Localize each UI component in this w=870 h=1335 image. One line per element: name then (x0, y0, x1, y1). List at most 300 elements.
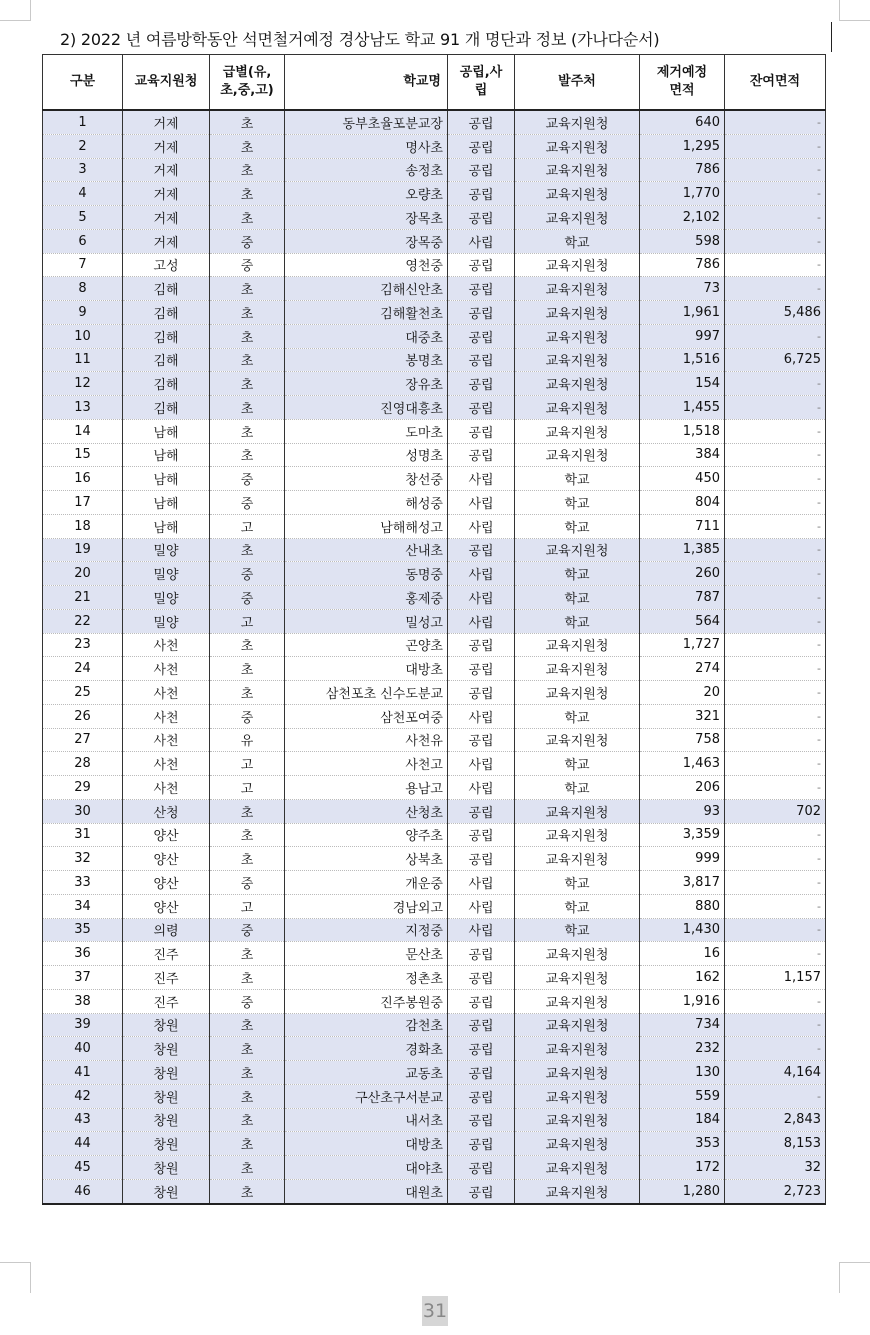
table-row (43, 609, 826, 633)
table-row (43, 419, 826, 443)
removal-area-cell: 1,463 (640, 752, 725, 776)
level-cell: 고 (210, 894, 285, 918)
type-cell: 공립 (448, 1061, 515, 1085)
client-cell: 교육지원청 (515, 681, 640, 705)
level-cell: 초 (210, 538, 285, 562)
row-number: 5 (43, 206, 123, 230)
removal-area-cell: 450 (640, 467, 725, 491)
removal-area-cell: 880 (640, 894, 725, 918)
row-number: 28 (43, 752, 123, 776)
client-cell: 학교 (515, 586, 640, 610)
removal-area-cell: 1,916 (640, 989, 725, 1013)
remaining-area-cell: - (725, 1084, 826, 1108)
remaining-area-cell: - (725, 609, 826, 633)
school-list-table (42, 54, 826, 1205)
row-number: 24 (43, 657, 123, 681)
remaining-area-cell: - (725, 586, 826, 610)
remaining-area-cell: - (725, 847, 826, 871)
row-number: 36 (43, 942, 123, 966)
type-cell: 사립 (448, 562, 515, 586)
school-name-cell: 김해활천초 (285, 301, 448, 325)
type-cell: 공립 (448, 1132, 515, 1156)
office-cell: 산청 (123, 799, 210, 823)
school-name-cell: 용남고 (285, 776, 448, 800)
client-cell: 교육지원청 (515, 1179, 640, 1203)
row-number: 16 (43, 467, 123, 491)
remaining-area-cell: - (725, 1013, 826, 1037)
row-number: 39 (43, 1013, 123, 1037)
row-number: 4 (43, 182, 123, 206)
row-number: 30 (43, 799, 123, 823)
table-header-row (43, 55, 826, 111)
office-cell: 남해 (123, 491, 210, 515)
type-cell: 공립 (448, 657, 515, 681)
type-cell: 공립 (448, 277, 515, 301)
level-cell: 초 (210, 1013, 285, 1037)
table-row (43, 443, 826, 467)
office-cell: 창원 (123, 1037, 210, 1061)
table-row (43, 704, 826, 728)
removal-area-cell: 260 (640, 562, 725, 586)
client-cell: 교육지원청 (515, 158, 640, 182)
table-row (43, 110, 826, 134)
type-cell: 공립 (448, 728, 515, 752)
remaining-area-cell: - (725, 277, 826, 301)
type-cell: 공립 (448, 1179, 515, 1203)
remaining-area-cell: - (725, 681, 826, 705)
remaining-area-cell: - (725, 776, 826, 800)
remaining-area-cell: - (725, 633, 826, 657)
table-row (43, 1013, 826, 1037)
type-cell: 공립 (448, 419, 515, 443)
remaining-area-cell: 8,153 (725, 1132, 826, 1156)
level-cell: 중 (210, 704, 285, 728)
office-cell: 고성 (123, 253, 210, 277)
remaining-area-cell: - (725, 1037, 826, 1061)
client-cell: 교육지원청 (515, 348, 640, 372)
school-name-cell: 내서초 (285, 1108, 448, 1132)
removal-area-cell: 1,961 (640, 301, 725, 325)
level-cell: 초 (210, 324, 285, 348)
remaining-area-cell: - (725, 158, 826, 182)
level-cell: 초 (210, 681, 285, 705)
type-cell: 공립 (448, 942, 515, 966)
level-cell: 초 (210, 1084, 285, 1108)
removal-area-cell: 274 (640, 657, 725, 681)
client-cell: 교육지원청 (515, 443, 640, 467)
office-cell: 남해 (123, 514, 210, 538)
row-number: 45 (43, 1156, 123, 1180)
crop-mark-bottom-left (0, 1262, 31, 1293)
table-row (43, 372, 826, 396)
remaining-area-cell: - (725, 704, 826, 728)
remaining-area-cell: - (725, 989, 826, 1013)
type-cell: 공립 (448, 966, 515, 990)
client-cell: 교육지원청 (515, 134, 640, 158)
removal-area-cell: 172 (640, 1156, 725, 1180)
removal-area-cell: 20 (640, 681, 725, 705)
removal-area-cell: 559 (640, 1084, 725, 1108)
level-cell: 중 (210, 989, 285, 1013)
school-name-cell: 영천중 (285, 253, 448, 277)
school-name-cell: 송정초 (285, 158, 448, 182)
removal-area-cell: 1,295 (640, 134, 725, 158)
client-cell: 학교 (515, 514, 640, 538)
removal-area-cell: 734 (640, 1013, 725, 1037)
level-cell: 초 (210, 182, 285, 206)
school-name-cell: 대야초 (285, 1156, 448, 1180)
school-name-cell: 오량초 (285, 182, 448, 206)
type-cell: 공립 (448, 538, 515, 562)
school-name-cell: 경남외고 (285, 894, 448, 918)
office-cell: 거제 (123, 206, 210, 230)
level-cell: 고 (210, 752, 285, 776)
office-cell: 거제 (123, 229, 210, 253)
table-row (43, 752, 826, 776)
office-cell: 양산 (123, 823, 210, 847)
office-cell: 창원 (123, 1013, 210, 1037)
type-cell: 공립 (448, 206, 515, 230)
level-cell: 초 (210, 206, 285, 230)
school-name-cell: 도마초 (285, 419, 448, 443)
row-number: 26 (43, 704, 123, 728)
school-name-cell: 대방초 (285, 657, 448, 681)
school-name-cell: 홍제중 (285, 586, 448, 610)
table-row (43, 728, 826, 752)
removal-area-cell: 2,102 (640, 206, 725, 230)
table-row (43, 776, 826, 800)
school-name-cell: 해성중 (285, 491, 448, 515)
level-cell: 초 (210, 823, 285, 847)
row-number: 41 (43, 1061, 123, 1085)
client-cell: 학교 (515, 491, 640, 515)
header-cell: 제거예정 면적 (640, 55, 725, 111)
remaining-area-cell: - (725, 324, 826, 348)
type-cell: 사립 (448, 491, 515, 515)
level-cell: 초 (210, 1156, 285, 1180)
type-cell: 공립 (448, 158, 515, 182)
office-cell: 거제 (123, 182, 210, 206)
office-cell: 남해 (123, 443, 210, 467)
row-number: 32 (43, 847, 123, 871)
client-cell: 교육지원청 (515, 110, 640, 134)
row-number: 27 (43, 728, 123, 752)
level-cell: 초 (210, 966, 285, 990)
level-cell: 초 (210, 110, 285, 134)
school-name-cell: 진주봉원중 (285, 989, 448, 1013)
table-row (43, 206, 826, 230)
removal-area-cell: 1,455 (640, 396, 725, 420)
table-row (43, 396, 826, 420)
table-row (43, 586, 826, 610)
office-cell: 밀양 (123, 586, 210, 610)
school-name-cell: 대중초 (285, 324, 448, 348)
remaining-area-cell: - (725, 728, 826, 752)
remaining-area-cell: - (725, 206, 826, 230)
table-row (43, 514, 826, 538)
table-row (43, 657, 826, 681)
remaining-area-cell: - (725, 918, 826, 942)
type-cell: 공립 (448, 847, 515, 871)
office-cell: 창원 (123, 1108, 210, 1132)
table-row (43, 253, 826, 277)
office-cell: 진주 (123, 966, 210, 990)
removal-area-cell: 804 (640, 491, 725, 515)
school-name-cell: 동부초율포분교장 (285, 110, 448, 134)
level-cell: 초 (210, 1037, 285, 1061)
level-cell: 초 (210, 1179, 285, 1203)
row-number: 19 (43, 538, 123, 562)
level-cell: 초 (210, 942, 285, 966)
table-row (43, 1132, 826, 1156)
row-number: 21 (43, 586, 123, 610)
type-cell: 사립 (448, 752, 515, 776)
school-name-cell: 감천초 (285, 1013, 448, 1037)
remaining-area-cell: 1,157 (725, 966, 826, 990)
removal-area-cell: 1,770 (640, 182, 725, 206)
client-cell: 학교 (515, 704, 640, 728)
type-cell: 공립 (448, 348, 515, 372)
client-cell: 교육지원청 (515, 966, 640, 990)
client-cell: 학교 (515, 609, 640, 633)
removal-area-cell: 786 (640, 158, 725, 182)
school-name-cell: 대방초 (285, 1132, 448, 1156)
type-cell: 공립 (448, 396, 515, 420)
client-cell: 교육지원청 (515, 942, 640, 966)
remaining-area-cell: - (725, 110, 826, 134)
removal-area-cell: 1,280 (640, 1179, 725, 1203)
table-row (43, 1179, 826, 1203)
remaining-area-cell: - (725, 396, 826, 420)
school-name-cell: 동명중 (285, 562, 448, 586)
row-number: 25 (43, 681, 123, 705)
page-number: 31 (422, 1296, 448, 1326)
row-number: 14 (43, 419, 123, 443)
office-cell: 김해 (123, 324, 210, 348)
office-cell: 거제 (123, 158, 210, 182)
row-number: 31 (43, 823, 123, 847)
table-row (43, 182, 826, 206)
client-cell: 교육지원청 (515, 799, 640, 823)
remaining-area-cell: - (725, 752, 826, 776)
removal-area-cell: 321 (640, 704, 725, 728)
table-row (43, 989, 826, 1013)
removal-area-cell: 130 (640, 1061, 725, 1085)
level-cell: 고 (210, 776, 285, 800)
client-cell: 교육지원청 (515, 728, 640, 752)
row-number: 15 (43, 443, 123, 467)
removal-area-cell: 997 (640, 324, 725, 348)
remaining-area-cell: 5,486 (725, 301, 826, 325)
header-cell: 발주처 (515, 55, 640, 111)
school-name-cell: 사천유 (285, 728, 448, 752)
office-cell: 사천 (123, 657, 210, 681)
school-name-cell: 장유초 (285, 372, 448, 396)
type-cell: 공립 (448, 681, 515, 705)
row-number: 20 (43, 562, 123, 586)
row-number: 12 (43, 372, 123, 396)
table-row (43, 942, 826, 966)
type-cell: 공립 (448, 134, 515, 158)
type-cell: 공립 (448, 372, 515, 396)
office-cell: 거제 (123, 110, 210, 134)
level-cell: 중 (210, 253, 285, 277)
client-cell: 교육지원청 (515, 538, 640, 562)
table-row (43, 1108, 826, 1132)
level-cell: 초 (210, 277, 285, 301)
removal-area-cell: 3,359 (640, 823, 725, 847)
row-number: 34 (43, 894, 123, 918)
client-cell: 교육지원청 (515, 989, 640, 1013)
client-cell: 학교 (515, 467, 640, 491)
level-cell: 초 (210, 348, 285, 372)
table-row (43, 324, 826, 348)
row-number: 35 (43, 918, 123, 942)
level-cell: 유 (210, 728, 285, 752)
row-number: 22 (43, 609, 123, 633)
level-cell: 중 (210, 467, 285, 491)
remaining-area-cell: - (725, 134, 826, 158)
school-name-cell: 진영대흥초 (285, 396, 448, 420)
removal-area-cell: 1,727 (640, 633, 725, 657)
school-name-cell: 곤양초 (285, 633, 448, 657)
remaining-area-cell: 2,843 (725, 1108, 826, 1132)
table-row (43, 894, 826, 918)
office-cell: 김해 (123, 277, 210, 301)
level-cell: 초 (210, 799, 285, 823)
row-number: 3 (43, 158, 123, 182)
removal-area-cell: 564 (640, 609, 725, 633)
table-row (43, 538, 826, 562)
client-cell: 교육지원청 (515, 1061, 640, 1085)
level-cell: 고 (210, 609, 285, 633)
type-cell: 사립 (448, 894, 515, 918)
remaining-area-cell: - (725, 894, 826, 918)
office-cell: 창원 (123, 1179, 210, 1203)
row-number: 9 (43, 301, 123, 325)
removal-area-cell: 93 (640, 799, 725, 823)
office-cell: 의령 (123, 918, 210, 942)
type-cell: 사립 (448, 871, 515, 895)
section-heading: 2) 2022 년 여름방학동안 석면철거예정 경상남도 학교 91 개 명단과 정보 (가나다순서) (60, 30, 660, 49)
row-number: 17 (43, 491, 123, 515)
school-name-cell: 성명초 (285, 443, 448, 467)
table-row (43, 799, 826, 823)
office-cell: 사천 (123, 633, 210, 657)
header-cell: 잔여면적 (725, 55, 826, 111)
office-cell: 사천 (123, 681, 210, 705)
school-name-cell: 남해해성고 (285, 514, 448, 538)
level-cell: 초 (210, 134, 285, 158)
row-number: 18 (43, 514, 123, 538)
row-number: 40 (43, 1037, 123, 1061)
level-cell: 중 (210, 229, 285, 253)
crop-mark-top-right (839, 0, 870, 21)
type-cell: 공립 (448, 989, 515, 1013)
removal-area-cell: 154 (640, 372, 725, 396)
client-cell: 교육지원청 (515, 1156, 640, 1180)
table-row (43, 134, 826, 158)
type-cell: 공립 (448, 324, 515, 348)
removal-area-cell: 1,385 (640, 538, 725, 562)
office-cell: 밀양 (123, 609, 210, 633)
removal-area-cell: 3,817 (640, 871, 725, 895)
remaining-area-cell: - (725, 871, 826, 895)
row-number: 13 (43, 396, 123, 420)
client-cell: 교육지원청 (515, 823, 640, 847)
table-row (43, 681, 826, 705)
remaining-area-cell: - (725, 229, 826, 253)
table-row (43, 1037, 826, 1061)
header-cell: 학교명 (285, 55, 448, 111)
row-number: 11 (43, 348, 123, 372)
table-row (43, 633, 826, 657)
office-cell: 사천 (123, 704, 210, 728)
level-cell: 초 (210, 847, 285, 871)
office-cell: 김해 (123, 372, 210, 396)
school-name-cell: 대원초 (285, 1179, 448, 1203)
removal-area-cell: 1,518 (640, 419, 725, 443)
removal-area-cell: 384 (640, 443, 725, 467)
type-cell: 공립 (448, 253, 515, 277)
office-cell: 남해 (123, 419, 210, 443)
table-row (43, 277, 826, 301)
school-name-cell: 봉명초 (285, 348, 448, 372)
type-cell: 공립 (448, 110, 515, 134)
remaining-area-cell: - (725, 491, 826, 515)
client-cell: 학교 (515, 918, 640, 942)
office-cell: 김해 (123, 301, 210, 325)
text-cursor-bar (831, 22, 832, 52)
school-name-cell: 산청초 (285, 799, 448, 823)
office-cell: 김해 (123, 396, 210, 420)
row-number: 42 (43, 1084, 123, 1108)
client-cell: 교육지원청 (515, 1132, 640, 1156)
level-cell: 초 (210, 396, 285, 420)
client-cell: 교육지원청 (515, 657, 640, 681)
level-cell: 초 (210, 1132, 285, 1156)
office-cell: 양산 (123, 871, 210, 895)
type-cell: 사립 (448, 467, 515, 491)
school-name-cell: 정촌초 (285, 966, 448, 990)
table-row (43, 229, 826, 253)
remaining-area-cell: - (725, 942, 826, 966)
school-name-cell: 구산초구서분교 (285, 1084, 448, 1108)
table-row (43, 1084, 826, 1108)
removal-area-cell: 73 (640, 277, 725, 301)
row-number: 43 (43, 1108, 123, 1132)
office-cell: 창원 (123, 1061, 210, 1085)
table-row (43, 1156, 826, 1180)
remaining-area-cell: - (725, 657, 826, 681)
school-name-cell: 산내초 (285, 538, 448, 562)
office-cell: 사천 (123, 728, 210, 752)
office-cell: 진주 (123, 942, 210, 966)
client-cell: 교육지원청 (515, 419, 640, 443)
client-cell: 학교 (515, 229, 640, 253)
level-cell: 초 (210, 657, 285, 681)
crop-mark-top-left (0, 0, 31, 21)
type-cell: 공립 (448, 1156, 515, 1180)
remaining-area-cell: - (725, 823, 826, 847)
crop-mark-bottom-right (839, 1262, 870, 1293)
level-cell: 중 (210, 586, 285, 610)
client-cell: 학교 (515, 752, 640, 776)
level-cell: 중 (210, 562, 285, 586)
school-name-cell: 밀성고 (285, 609, 448, 633)
office-cell: 사천 (123, 752, 210, 776)
school-name-cell: 상북초 (285, 847, 448, 871)
